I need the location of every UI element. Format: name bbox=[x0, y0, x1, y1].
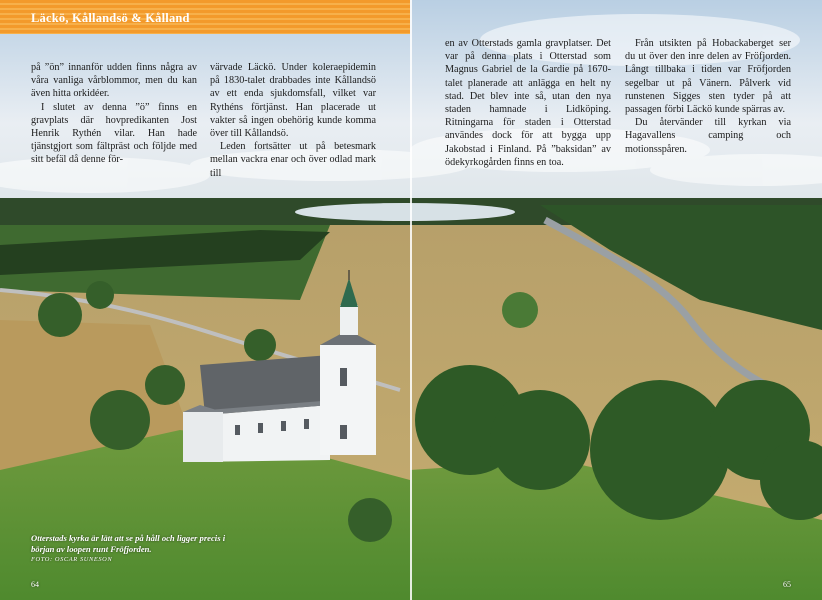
text-column-4 bbox=[625, 37, 791, 156]
paragraph: Från utsikten på Hobackaberget ser du ut över den inre delen av Fröfjorden. Långt tillbaka i tiden var Fröfjorden segelbar ut på Vänern. Pålverk vid runstenen Sigges sten tyder på att passagen förbi Läckö kunde spärras av. bbox=[625, 38, 791, 116]
text-column-1 bbox=[31, 61, 197, 167]
page-number-right: 65 bbox=[783, 580, 791, 589]
section-header-band bbox=[0, 0, 410, 34]
section-title: Läckö, Kållandsö & Kålland bbox=[31, 11, 190, 25]
paragraph: värvade Läckö. Under koleraepidemin på 1830-talet drabbades inte Kållandsö av ett enda sjukdomsfall, vilket var Rythéns förtjänst. Han placerade ut vakter så ingen obehörig kunde komma över till Kållandsö. bbox=[210, 62, 376, 140]
paragraph: Du återvänder till kyrkan via Hagavallens camping och motionsspåren. bbox=[625, 117, 791, 155]
paragraph: I slutet av denna ”ö” finns en gravplats där hovpredikanten Jost Henrik Rythén vilar. Han hade tjänstgjort som fältpräst och följde med sitt befäl då denne för- bbox=[31, 101, 197, 166]
text-column-2 bbox=[210, 61, 376, 180]
page-number-left: 64 bbox=[31, 580, 39, 589]
page-gutter bbox=[410, 0, 412, 600]
paragraph: på ”ön” innanför udden finns några av våra vanliga vårblommor, men du kan även hitta orkidéer. bbox=[31, 62, 197, 100]
photo-credit: FOTO: OSCAR SUNESON bbox=[31, 556, 113, 563]
paragraph: en av Otterstads gamla gravplatser. Det var på denna plats i Otterstad som Magnus Gabriel de la Gardie på 1670-talet planerade att anlägga en helt ny stad. Det blev inte så, utan den nya staden hamnade i Lidköping. Ritningarna för staden i Otterstad användes dock för att bygga upp Jakobstad i Finland. På ”baksidan” av ödekyrkogården finns en toa. bbox=[445, 38, 611, 168]
text-column-3 bbox=[445, 37, 611, 169]
photo-caption: Otterstads kyrka är lätt att se på håll och ligger precis i början av loopen runt Fröfjorden. bbox=[31, 533, 226, 554]
paragraph: Leden fortsätter ut på betesmark mellan vackra enar och över odlad mark till bbox=[210, 141, 376, 179]
